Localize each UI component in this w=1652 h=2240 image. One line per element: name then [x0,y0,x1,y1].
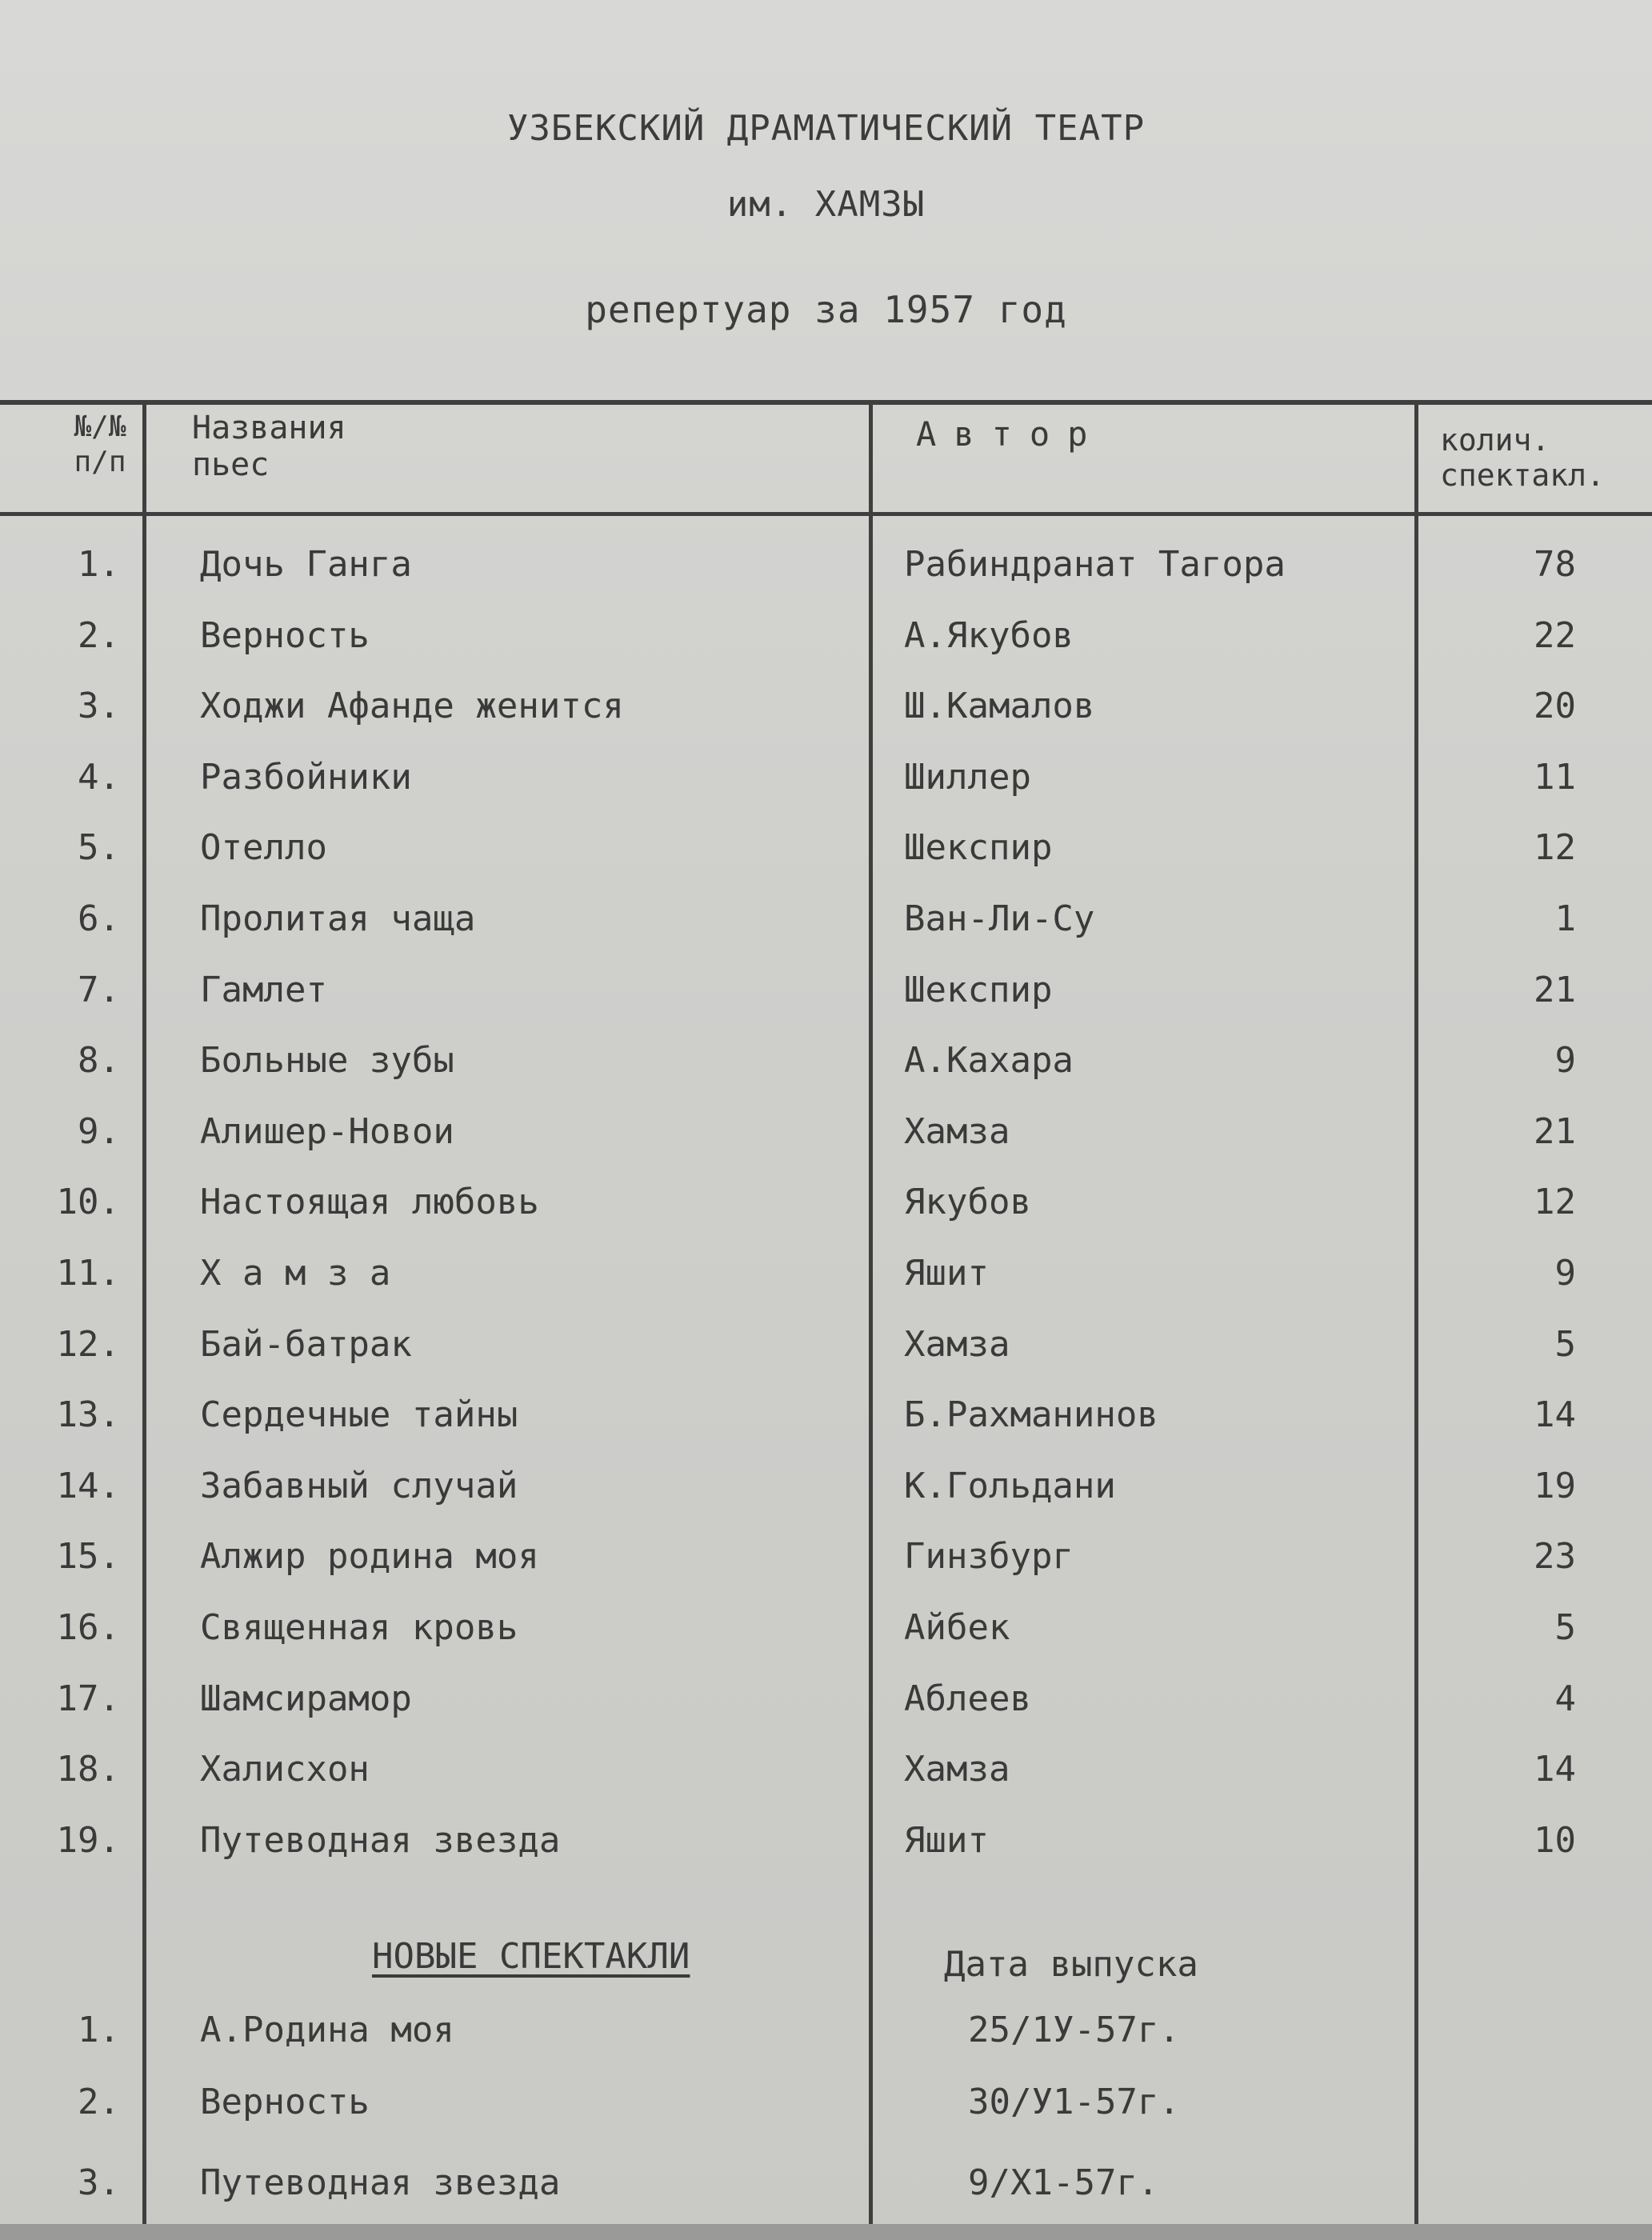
header-count-line2: спектакл. [1440,458,1605,493]
play-author: Яшит [904,1253,989,1294]
row-number: 10. [56,1182,120,1223]
release-date: 25/1У-57г. [968,2010,1180,2050]
play-author: Яшит [904,1819,989,1861]
performance-count: 20 [1534,686,1576,727]
play-author: Хамза [904,1323,1010,1365]
play-name: Бай-батрак [200,1323,412,1365]
row-number: 1. [78,544,120,585]
table-row [0,1749,1652,1805]
header-number-line2: п/п [74,446,126,478]
performance-count: 12 [1534,1182,1576,1223]
play-name: Верность [200,614,370,656]
play-name: Гамлет [200,969,327,1010]
play-name: Больные зубы [200,1040,454,1082]
performance-count: 14 [1534,1394,1576,1436]
performance-count: 22 [1534,614,1576,656]
play-name: Х а м з а [200,1253,391,1294]
performance-count: 5 [1554,1607,1576,1648]
performance-count: 1 [1554,898,1576,939]
header-play-name [192,410,576,483]
play-author: Хамза [904,1749,1010,1790]
table-row [0,1182,1652,1238]
play-name: А.Родина моя [200,2010,454,2050]
row-number: 12. [56,1323,120,1365]
play-author: Шекспир [904,827,1053,869]
header-number-line1: №/№ [74,410,126,443]
page-bottom-edge [0,2224,1652,2240]
play-name: Священная кровь [200,1607,518,1648]
column-divider-author [1414,402,1418,2240]
repertoire-subtitle: репертуар за 1957 год [585,288,1067,331]
table-row [0,1607,1652,1663]
play-author: Гинзбург [904,1536,1074,1578]
play-name: Алжир родина моя [200,1536,539,1578]
play-author: Якубов [904,1182,1031,1223]
header-play-name-line1: Названия [192,410,346,446]
row-number: 3. [78,686,120,727]
play-author: Ван-Ли-Су [904,898,1095,939]
table-row [0,1040,1652,1096]
table-row [0,1111,1652,1167]
play-author: Б.Рахманинов [904,1394,1158,1436]
row-number: 2. [78,614,120,656]
table-row [0,615,1652,671]
play-author: К.Гольдани [904,1465,1116,1506]
table-row [0,1820,1652,1876]
theatre-named-after: им. ХАМЗЫ [726,184,926,225]
play-name: Настоящая любовь [200,1182,539,1223]
table-row [0,686,1652,742]
play-name: Забавный случай [200,1465,518,1506]
performance-count: 14 [1534,1749,1576,1790]
column-divider-name [869,402,873,2240]
row-number: 7. [78,969,120,1010]
performance-count: 9 [1554,1040,1576,1082]
performance-count: 21 [1534,1110,1576,1152]
table-row [0,1253,1652,1309]
play-author: Айбек [904,1607,1010,1648]
row-number: 15. [56,1536,120,1578]
table-row [0,1324,1652,1380]
play-name: Шамсирамор [200,1678,412,1719]
play-author: Шиллер [904,756,1031,798]
performance-count: 5 [1554,1323,1576,1365]
header-author: Автор [916,414,1106,454]
row-number: 2. [78,2082,120,2122]
play-author: Рабиндранат Тагора [904,544,1286,585]
release-date: 30/У1-57г. [968,2082,1180,2122]
row-number: 19. [56,1819,120,1861]
row-number: 13. [56,1394,120,1436]
row-number: 1. [78,2010,120,2050]
row-number: 3. [78,2162,120,2203]
play-name: Ходжи Афанде женится [200,686,624,727]
table-row [0,1394,1652,1450]
play-name: Пролитая чаща [200,898,476,939]
row-number: 17. [56,1678,120,1719]
play-author: Ш.Камалов [904,686,1095,727]
table-row [0,1466,1652,1522]
play-author: А.Кахара [904,1040,1074,1082]
performance-count: 10 [1534,1819,1576,1861]
performance-count: 21 [1534,969,1576,1010]
performance-count: 11 [1534,756,1576,798]
new-performance-row [0,2162,1652,2218]
header-play-name-line2: пьес [192,446,270,483]
play-name: Халисхон [200,1749,370,1790]
play-author: Аблеев [904,1678,1031,1719]
table-row [0,970,1652,1026]
performance-count: 19 [1534,1465,1576,1506]
play-name: Верность [200,2082,370,2122]
row-number: 6. [78,898,120,939]
row-number: 16. [56,1607,120,1648]
play-name: Отелло [200,827,327,869]
play-author: Шекспир [904,969,1053,1010]
table-top-rule [0,400,1652,405]
row-number: 14. [56,1465,120,1506]
release-date: 9/Х1-57г. [968,2162,1159,2203]
table-row [0,757,1652,813]
play-name: Дочь Ганга [200,544,412,585]
new-performances-title: НОВЫЕ СПЕКТАКЛИ [372,1936,690,1977]
column-divider-number [142,402,146,2240]
theatre-title: УЗБЕКСКИЙ ДРАМАТИЧЕСКИЙ ТЕАТР [506,108,1146,149]
new-performance-row [0,2010,1652,2066]
play-name: Сердечные тайны [200,1394,518,1436]
row-number: 9. [78,1110,120,1152]
performance-count: 4 [1554,1678,1576,1719]
row-number: 4. [78,756,120,798]
performance-count: 12 [1534,827,1576,869]
play-name: Разбойники [200,756,412,798]
play-name: Алишер-Новои [200,1110,454,1152]
performance-count: 9 [1554,1253,1576,1294]
row-number: 5. [78,827,120,869]
play-name: Путеводная звезда [200,2162,561,2203]
row-number: 11. [56,1253,120,1294]
table-row [0,827,1652,883]
table-row [0,1536,1652,1592]
header-number [56,410,144,480]
play-name: Путеводная звезда [200,1819,561,1861]
new-performance-row [0,2082,1652,2138]
header-performance-count [1440,422,1652,493]
table-header-rule [0,512,1652,516]
release-date-header: Дата выпуска [944,1944,1198,1985]
row-number: 18. [56,1749,120,1790]
header-count-line1: колич. [1440,422,1550,458]
performance-count: 78 [1534,544,1576,585]
table-row [0,544,1652,600]
row-number: 8. [78,1040,120,1082]
play-author: Хамза [904,1110,1010,1152]
table-row [0,898,1652,954]
table-row [0,1678,1652,1734]
play-author: А.Якубов [904,614,1074,656]
performance-count: 23 [1534,1536,1576,1578]
